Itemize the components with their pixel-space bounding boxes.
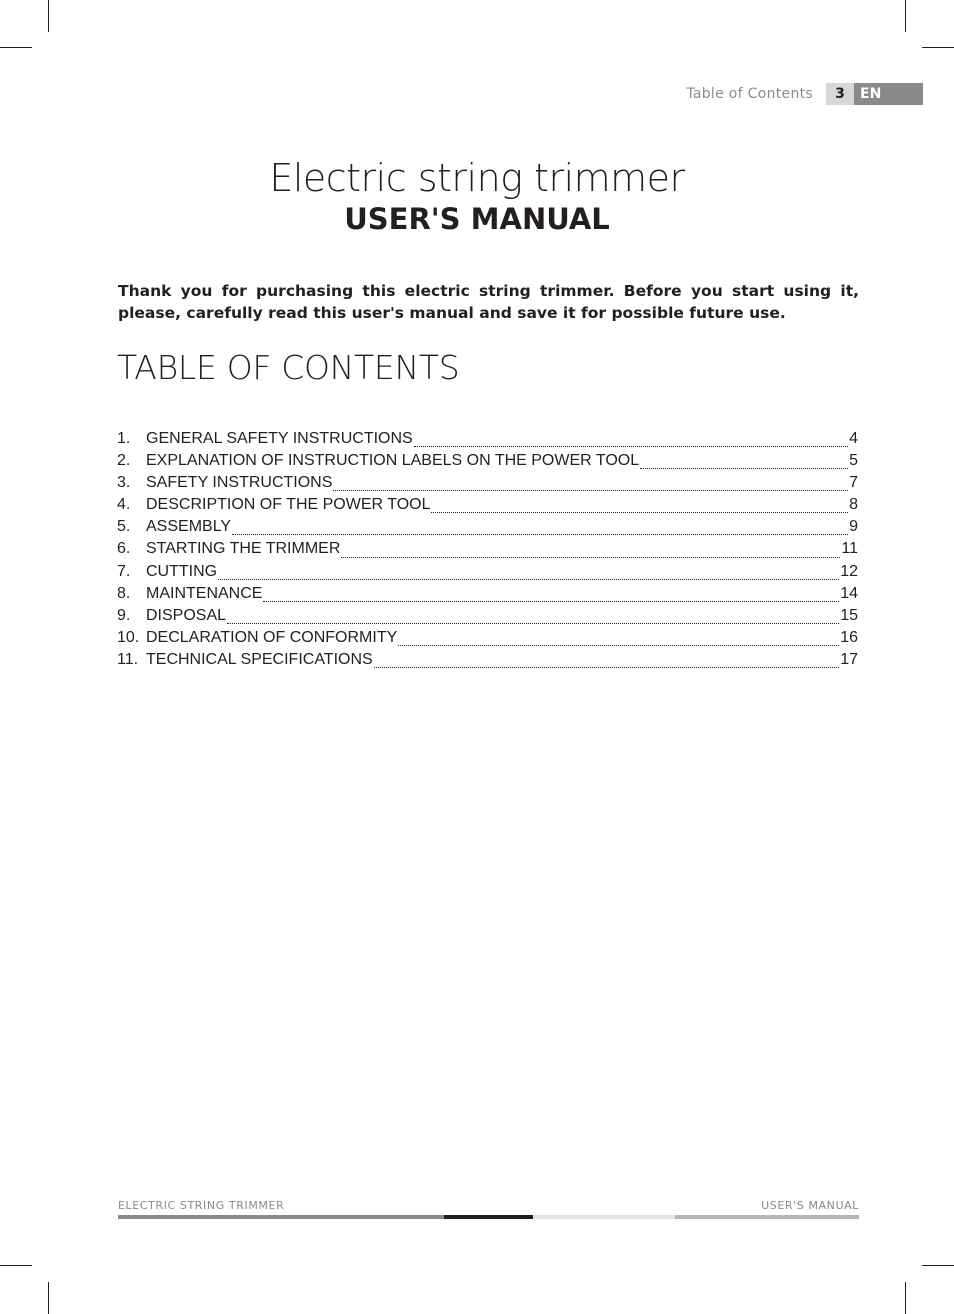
toc-item-leader bbox=[263, 591, 839, 602]
document-subtitle: USER'S MANUAL bbox=[344, 202, 610, 236]
toc-item[interactable] bbox=[117, 540, 858, 562]
toc-item[interactable] bbox=[117, 563, 858, 585]
footer-product-name: ELECTRIC STRING TRIMMER bbox=[118, 1199, 285, 1212]
toc-item[interactable] bbox=[117, 474, 858, 496]
toc-item-leader bbox=[218, 569, 839, 580]
toc-item-number: 2. bbox=[117, 452, 131, 470]
language-badge: EN bbox=[854, 83, 923, 105]
toc-item-leader bbox=[640, 458, 848, 469]
toc-item-label: CUTTING bbox=[146, 562, 218, 580]
toc-item-number: 8. bbox=[117, 584, 131, 602]
toc-item[interactable] bbox=[117, 496, 858, 518]
footer-document-type: USER'S MANUAL bbox=[761, 1199, 859, 1212]
toc-item-leader bbox=[398, 635, 839, 646]
toc-list bbox=[117, 430, 858, 673]
toc-item-number: 4. bbox=[117, 496, 131, 514]
toc-item-leader bbox=[431, 502, 848, 513]
toc-item-number: 5. bbox=[117, 518, 131, 536]
toc-item[interactable] bbox=[117, 585, 858, 607]
toc-item-leader bbox=[333, 480, 848, 491]
footer-bar-segment bbox=[118, 1215, 444, 1219]
toc-item-page: 11 bbox=[841, 540, 858, 558]
intro-paragraph: Thank you for purchasing this electric string trimmer. Before you start using it, please, carefully read this user's manual and save it for possible future use. bbox=[118, 282, 859, 322]
toc-item[interactable] bbox=[117, 452, 858, 474]
toc-item-page: 14 bbox=[840, 584, 858, 602]
footer-bar-segment bbox=[533, 1215, 675, 1219]
toc-item-number: 10. bbox=[117, 628, 140, 646]
toc-item[interactable] bbox=[117, 430, 858, 452]
toc-item[interactable] bbox=[117, 518, 858, 540]
toc-item-page: 15 bbox=[840, 606, 858, 624]
toc-item-page: 17 bbox=[840, 650, 858, 668]
toc-item-label: DISPOSAL bbox=[146, 606, 227, 624]
toc-item-label: DESCRIPTION OF THE POWER TOOL bbox=[146, 496, 431, 514]
toc-item-number: 1. bbox=[117, 430, 131, 447]
toc-item[interactable] bbox=[117, 607, 858, 629]
toc-item-number: 6. bbox=[117, 540, 131, 558]
footer-bar-segment bbox=[675, 1215, 859, 1219]
toc-item-page: 5 bbox=[849, 452, 858, 470]
toc-item-number: 9. bbox=[117, 606, 131, 624]
toc-item-page: 4 bbox=[849, 430, 858, 447]
footer-bar-segment bbox=[444, 1215, 533, 1219]
toc-item-label: SAFETY INSTRUCTIONS bbox=[146, 474, 333, 492]
page-number: 3 bbox=[826, 83, 854, 105]
document-title: Electric string trimmer bbox=[269, 156, 685, 200]
toc-item-leader bbox=[232, 524, 848, 535]
crop-mark bbox=[922, 1265, 954, 1266]
crop-mark bbox=[48, 0, 49, 32]
toc-item-label: GENERAL SAFETY INSTRUCTIONS bbox=[146, 430, 413, 447]
page-header bbox=[0, 83, 954, 105]
toc-item-label: STARTING THE TRIMMER bbox=[146, 540, 341, 558]
crop-mark bbox=[48, 1282, 49, 1314]
toc-item-leader bbox=[341, 547, 840, 558]
toc-item[interactable] bbox=[117, 629, 858, 651]
crop-mark bbox=[0, 47, 32, 48]
toc-item-label: ASSEMBLY bbox=[146, 518, 232, 536]
toc-item-label: EXPLANATION OF INSTRUCTION LABELS ON THE POWER TOOL bbox=[146, 452, 640, 470]
toc-item-number: 7. bbox=[117, 562, 131, 580]
toc-item-page: 12 bbox=[840, 562, 858, 580]
toc-item-number: 11. bbox=[117, 650, 139, 668]
toc-item-page: 7 bbox=[849, 474, 858, 492]
toc-item-number: 3. bbox=[117, 474, 131, 492]
crop-mark bbox=[922, 47, 954, 48]
toc-item-label: MAINTENANCE bbox=[146, 584, 263, 602]
toc-item[interactable] bbox=[117, 651, 858, 673]
header-section-title: Table of Contents bbox=[686, 86, 813, 102]
toc-heading: TABLE OF CONTENTS bbox=[117, 348, 460, 387]
toc-item-leader bbox=[414, 436, 848, 447]
crop-mark bbox=[0, 1265, 32, 1266]
crop-mark bbox=[905, 1282, 906, 1314]
toc-item-page: 16 bbox=[840, 628, 858, 646]
toc-item-label: TECHNICAL SPECIFICATIONS bbox=[146, 650, 373, 668]
toc-item-page: 8 bbox=[849, 496, 858, 514]
toc-item-label: DECLARATION OF CONFORMITY bbox=[146, 628, 398, 646]
toc-item-page: 9 bbox=[849, 518, 858, 536]
toc-item-leader bbox=[374, 657, 840, 668]
toc-item-leader bbox=[227, 613, 839, 624]
crop-mark bbox=[905, 0, 906, 32]
